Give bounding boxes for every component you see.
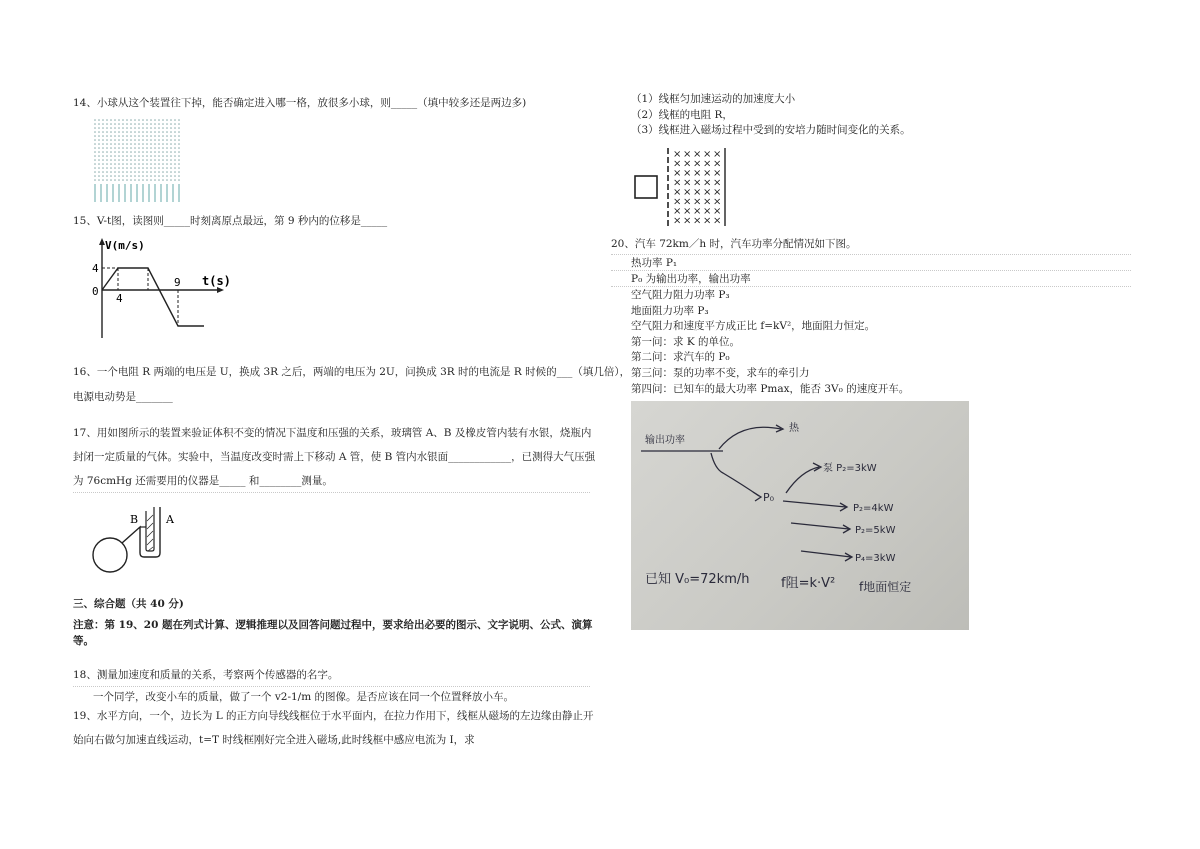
graph-ylabel: V(m/s) bbox=[105, 239, 145, 252]
flask-apparatus-diagram bbox=[92, 505, 187, 575]
field-x-mark: × bbox=[713, 196, 722, 208]
field-x-mark: × bbox=[703, 177, 712, 189]
q20-dotted-rule-1 bbox=[611, 254, 1131, 255]
q15-text: 15、V-t图，读图则_____时刻离原点最远，第 9 秒内的位移是_____ bbox=[73, 215, 388, 227]
q19-line2: 始向右做匀加速直线运动，t=T 时线框刚好完全进入磁场,此时线框中感应电流为 I，求 bbox=[73, 734, 475, 746]
q20-item-6: 第一问：求 K 的单位。 bbox=[631, 336, 741, 348]
graph-x-tick-9: 9 bbox=[174, 276, 181, 289]
photo-p0: P₀ bbox=[763, 491, 775, 504]
field-x-mark: × bbox=[693, 206, 702, 217]
field-x-mark: × bbox=[703, 206, 712, 217]
photo-row-4: P₄=3kW bbox=[855, 553, 896, 564]
q18-line2: 一个同学，改变小车的质量，做了一个 v2-1/m 的图像。是否应该在同一个位置释放小车。 bbox=[93, 691, 515, 703]
field-x-mark: × bbox=[693, 215, 702, 227]
field-x-marks bbox=[673, 149, 721, 227]
field-x-mark: × bbox=[683, 196, 692, 208]
field-x-mark: × bbox=[713, 177, 722, 189]
field-x-mark: × bbox=[673, 215, 682, 227]
q20-line1: 20、汽车 72km／h 时，汽车功率分配情况如下图。 bbox=[611, 238, 857, 250]
loop-field-diagram bbox=[633, 146, 733, 228]
q19-sub1: （1）线框匀加速运动的加速度大小 bbox=[631, 93, 796, 105]
q19-line1: 19、水平方向，一个，边长为 L 的正方向导线线框位于水平面内，在拉力作用下，线框从磁场的左边缘由静止开 bbox=[73, 710, 594, 722]
field-x-mark: × bbox=[673, 158, 682, 170]
photo-row-1: 泵 P₂=3kW bbox=[823, 463, 877, 474]
photo-formula-2: f地面恒定 bbox=[859, 580, 912, 594]
q20-item-2: P₀ 为输出功率，输出功率 bbox=[631, 273, 751, 285]
field-x-mark: × bbox=[703, 215, 712, 227]
q20-item-1: 热功率 P₁ bbox=[631, 257, 678, 269]
field-x-mark: × bbox=[713, 187, 722, 198]
field-x-mark: × bbox=[673, 149, 682, 160]
section3-note-line1: 注意：第 19、20 题在列式计算、逻辑推理以及回答问题过程中，要求给出必要的图示、文字说明、公式、演算 bbox=[73, 619, 593, 631]
field-x-mark: × bbox=[693, 177, 702, 189]
field-x-mark: × bbox=[693, 168, 702, 179]
q17-line3: 为 76cmHg 还需要用的仪器是_____ 和________测量。 bbox=[73, 475, 333, 487]
q20-item-5: 空气阻力和速度平方成正比 f=kV²，地面阻力恒定。 bbox=[631, 320, 876, 332]
field-x-mark: × bbox=[693, 187, 702, 198]
field-x-mark: × bbox=[703, 187, 712, 198]
photo-known: 已知 V₀=72km/h bbox=[645, 572, 750, 587]
field-x-mark: × bbox=[683, 168, 692, 179]
photo-row-3: P₂=5kW bbox=[855, 525, 896, 536]
field-x-mark: × bbox=[683, 149, 692, 160]
field-x-mark: × bbox=[683, 187, 692, 198]
field-x-mark: × bbox=[703, 196, 712, 208]
graph-origin: 0 bbox=[92, 285, 99, 298]
field-x-mark: × bbox=[703, 168, 712, 179]
handwritten-photo bbox=[631, 401, 969, 630]
field-x-mark: × bbox=[673, 168, 682, 179]
q19-sub2: （2）线框的电阻 R， bbox=[631, 109, 733, 121]
q20-item-7: 第二问：求汽车的 P₀ bbox=[631, 351, 730, 363]
flask-bulb bbox=[93, 538, 127, 572]
field-x-mark: × bbox=[703, 158, 712, 170]
field-x-mark: × bbox=[713, 158, 722, 170]
vt-graph bbox=[90, 238, 235, 340]
field-x-mark: × bbox=[713, 149, 722, 160]
field-x-mark: × bbox=[673, 187, 682, 198]
section3-heading: 三、综合题（共 40 分) bbox=[73, 598, 184, 610]
field-x-mark: × bbox=[683, 177, 692, 189]
photo-in-label: 输出功率 bbox=[645, 435, 685, 446]
field-x-mark: × bbox=[713, 168, 722, 179]
field-x-mark: × bbox=[683, 215, 692, 227]
wire-loop bbox=[635, 176, 657, 198]
q17-line1: 17、用如图所示的装置来验证体积不变的情况下温度和压强的关系，玻璃管 A、B 及橡皮管内装有水银，烧瓶内 bbox=[73, 427, 592, 439]
graph-x-tick-4: 4 bbox=[116, 292, 123, 305]
field-x-mark: × bbox=[673, 196, 682, 208]
q20-dotted-rule-2 bbox=[611, 270, 1131, 271]
field-x-mark: × bbox=[713, 215, 722, 227]
label-a: A bbox=[166, 513, 174, 526]
label-b: B bbox=[130, 513, 139, 526]
field-x-mark: × bbox=[673, 206, 682, 217]
q20-item-3: 空气阻力阻力功率 P₃ bbox=[631, 289, 730, 301]
q14-text: 14、小球从这个装置往下掉，能否确定进入哪一格，放很多小球，则_____（填中较多还是两边多) bbox=[73, 97, 527, 109]
q16-line1: 16、一个电阻 R 两端的电压是 U，换成 3R 之后，两端的电压为 2U，问换成 3R 时的电流是 R 时候的___（填几倍）， bbox=[73, 366, 631, 378]
section3-note-line2: 等。 bbox=[73, 635, 94, 647]
photo-top-label: 热 bbox=[789, 423, 799, 434]
q20-dotted-rule-3 bbox=[611, 286, 1131, 287]
field-x-mark: × bbox=[693, 196, 702, 208]
field-x-mark: × bbox=[683, 158, 692, 170]
q16-line2: 电源电动势是_______ bbox=[73, 391, 173, 403]
field-x-mark: × bbox=[673, 177, 682, 189]
q17-line2: 封闭一定质量的气体。实验中，当温度改变时需上下移动 A 管，使 B 管内水银面____________，已测得大气压强 bbox=[73, 451, 596, 463]
q19-sub3: （3）线框进入磁场过程中受到的安培力随时间变化的关系。 bbox=[631, 124, 911, 136]
q18-dotted-rule bbox=[73, 686, 590, 687]
q17-dotted-rule bbox=[73, 492, 590, 493]
q20-item-9: 第四问：已知车的最大功率 Pmax，能否 3V₀ 的速度开车。 bbox=[631, 383, 910, 395]
q20-item-8: 第三问：泵的功率不变，求车的牵引力 bbox=[631, 367, 810, 379]
graph-y-tick: 4 bbox=[92, 262, 99, 275]
field-x-mark: × bbox=[713, 206, 722, 217]
galton-board-image bbox=[93, 118, 181, 204]
field-x-mark: × bbox=[703, 149, 712, 160]
photo-formula: f阻=k·V² bbox=[781, 576, 836, 591]
q20-item-4: 地面阻力功率 P₃ bbox=[631, 305, 709, 317]
q18-line1: 18、测量加速度和质量的关系，考察两个传感器的名字。 bbox=[73, 669, 339, 681]
photo-row-2: P₂=4kW bbox=[853, 503, 894, 514]
graph-xlabel: t(s) bbox=[202, 274, 231, 288]
field-x-mark: × bbox=[693, 158, 702, 170]
field-x-mark: × bbox=[693, 149, 702, 160]
field-x-mark: × bbox=[683, 206, 692, 217]
